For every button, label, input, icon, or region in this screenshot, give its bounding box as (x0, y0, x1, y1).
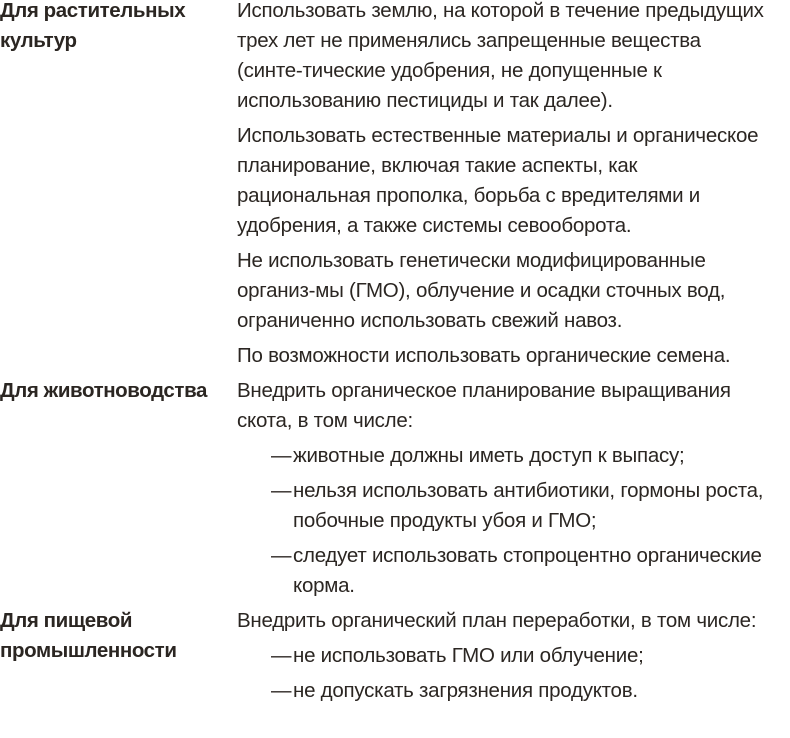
section-content (237, 376, 790, 606)
list-item-text: не допускать загрязнения продуктов. (293, 679, 638, 702)
list-item (237, 641, 766, 671)
requirements-list (237, 641, 766, 706)
list-item-text: не использовать ГМО или облучение; (293, 644, 644, 667)
section-livestock (0, 376, 790, 606)
list-item-text: нельзя использовать антибиотики, гормоны роста, побочные продукты убоя и ГМО; (293, 479, 764, 532)
section-food-industry (0, 606, 790, 711)
requirements-list (237, 441, 766, 601)
dash-marker: — (271, 644, 292, 667)
dash-marker: — (271, 444, 292, 467)
paragraph-intro: Внедрить органическое планирование выращивания скота, в том числе: (237, 379, 731, 432)
list-item-text: следует использовать стопроцентно органические корма. (293, 544, 762, 597)
section-label-text: Для растительных культур (0, 0, 186, 52)
dash-marker: — (271, 544, 292, 567)
paragraph-intro: Внедрить органический план переработки, в том числе: (237, 609, 757, 632)
paragraph: Использовать естественные материалы и органическое планирование, включая такие аспекты, как рациональная прополка, борьба с вредителями и удобрения, а также системы севооборота. (237, 124, 759, 237)
section-label-text: Для пищевой промышленности (0, 609, 177, 662)
section-label-text: Для животноводства (0, 379, 208, 402)
list-item-text: животные должны иметь доступ к выпасу; (293, 444, 685, 467)
dash-marker: — (271, 679, 292, 702)
paragraph: Использовать землю, на которой в течение предыдущих трех лет не применялись запрещенные вещества (синте-тические удобрения, не допущенные к использованию пестициды и так далее). (237, 0, 764, 112)
list-item (237, 676, 766, 706)
list-item (237, 476, 766, 536)
section-label (0, 376, 237, 406)
section-content (237, 0, 790, 376)
list-item (237, 441, 766, 471)
section-content (237, 606, 790, 711)
list-item (237, 541, 766, 601)
section-label (0, 606, 237, 666)
section-label (0, 0, 237, 56)
dash-marker: — (271, 479, 292, 502)
paragraph: Не использовать генетически модифицированные организ-мы (ГМО), облучение и осадки сточных вод, ограниченно использовать свежий навоз. (237, 249, 726, 332)
paragraph: По возможности использовать органические семена. (237, 344, 731, 367)
